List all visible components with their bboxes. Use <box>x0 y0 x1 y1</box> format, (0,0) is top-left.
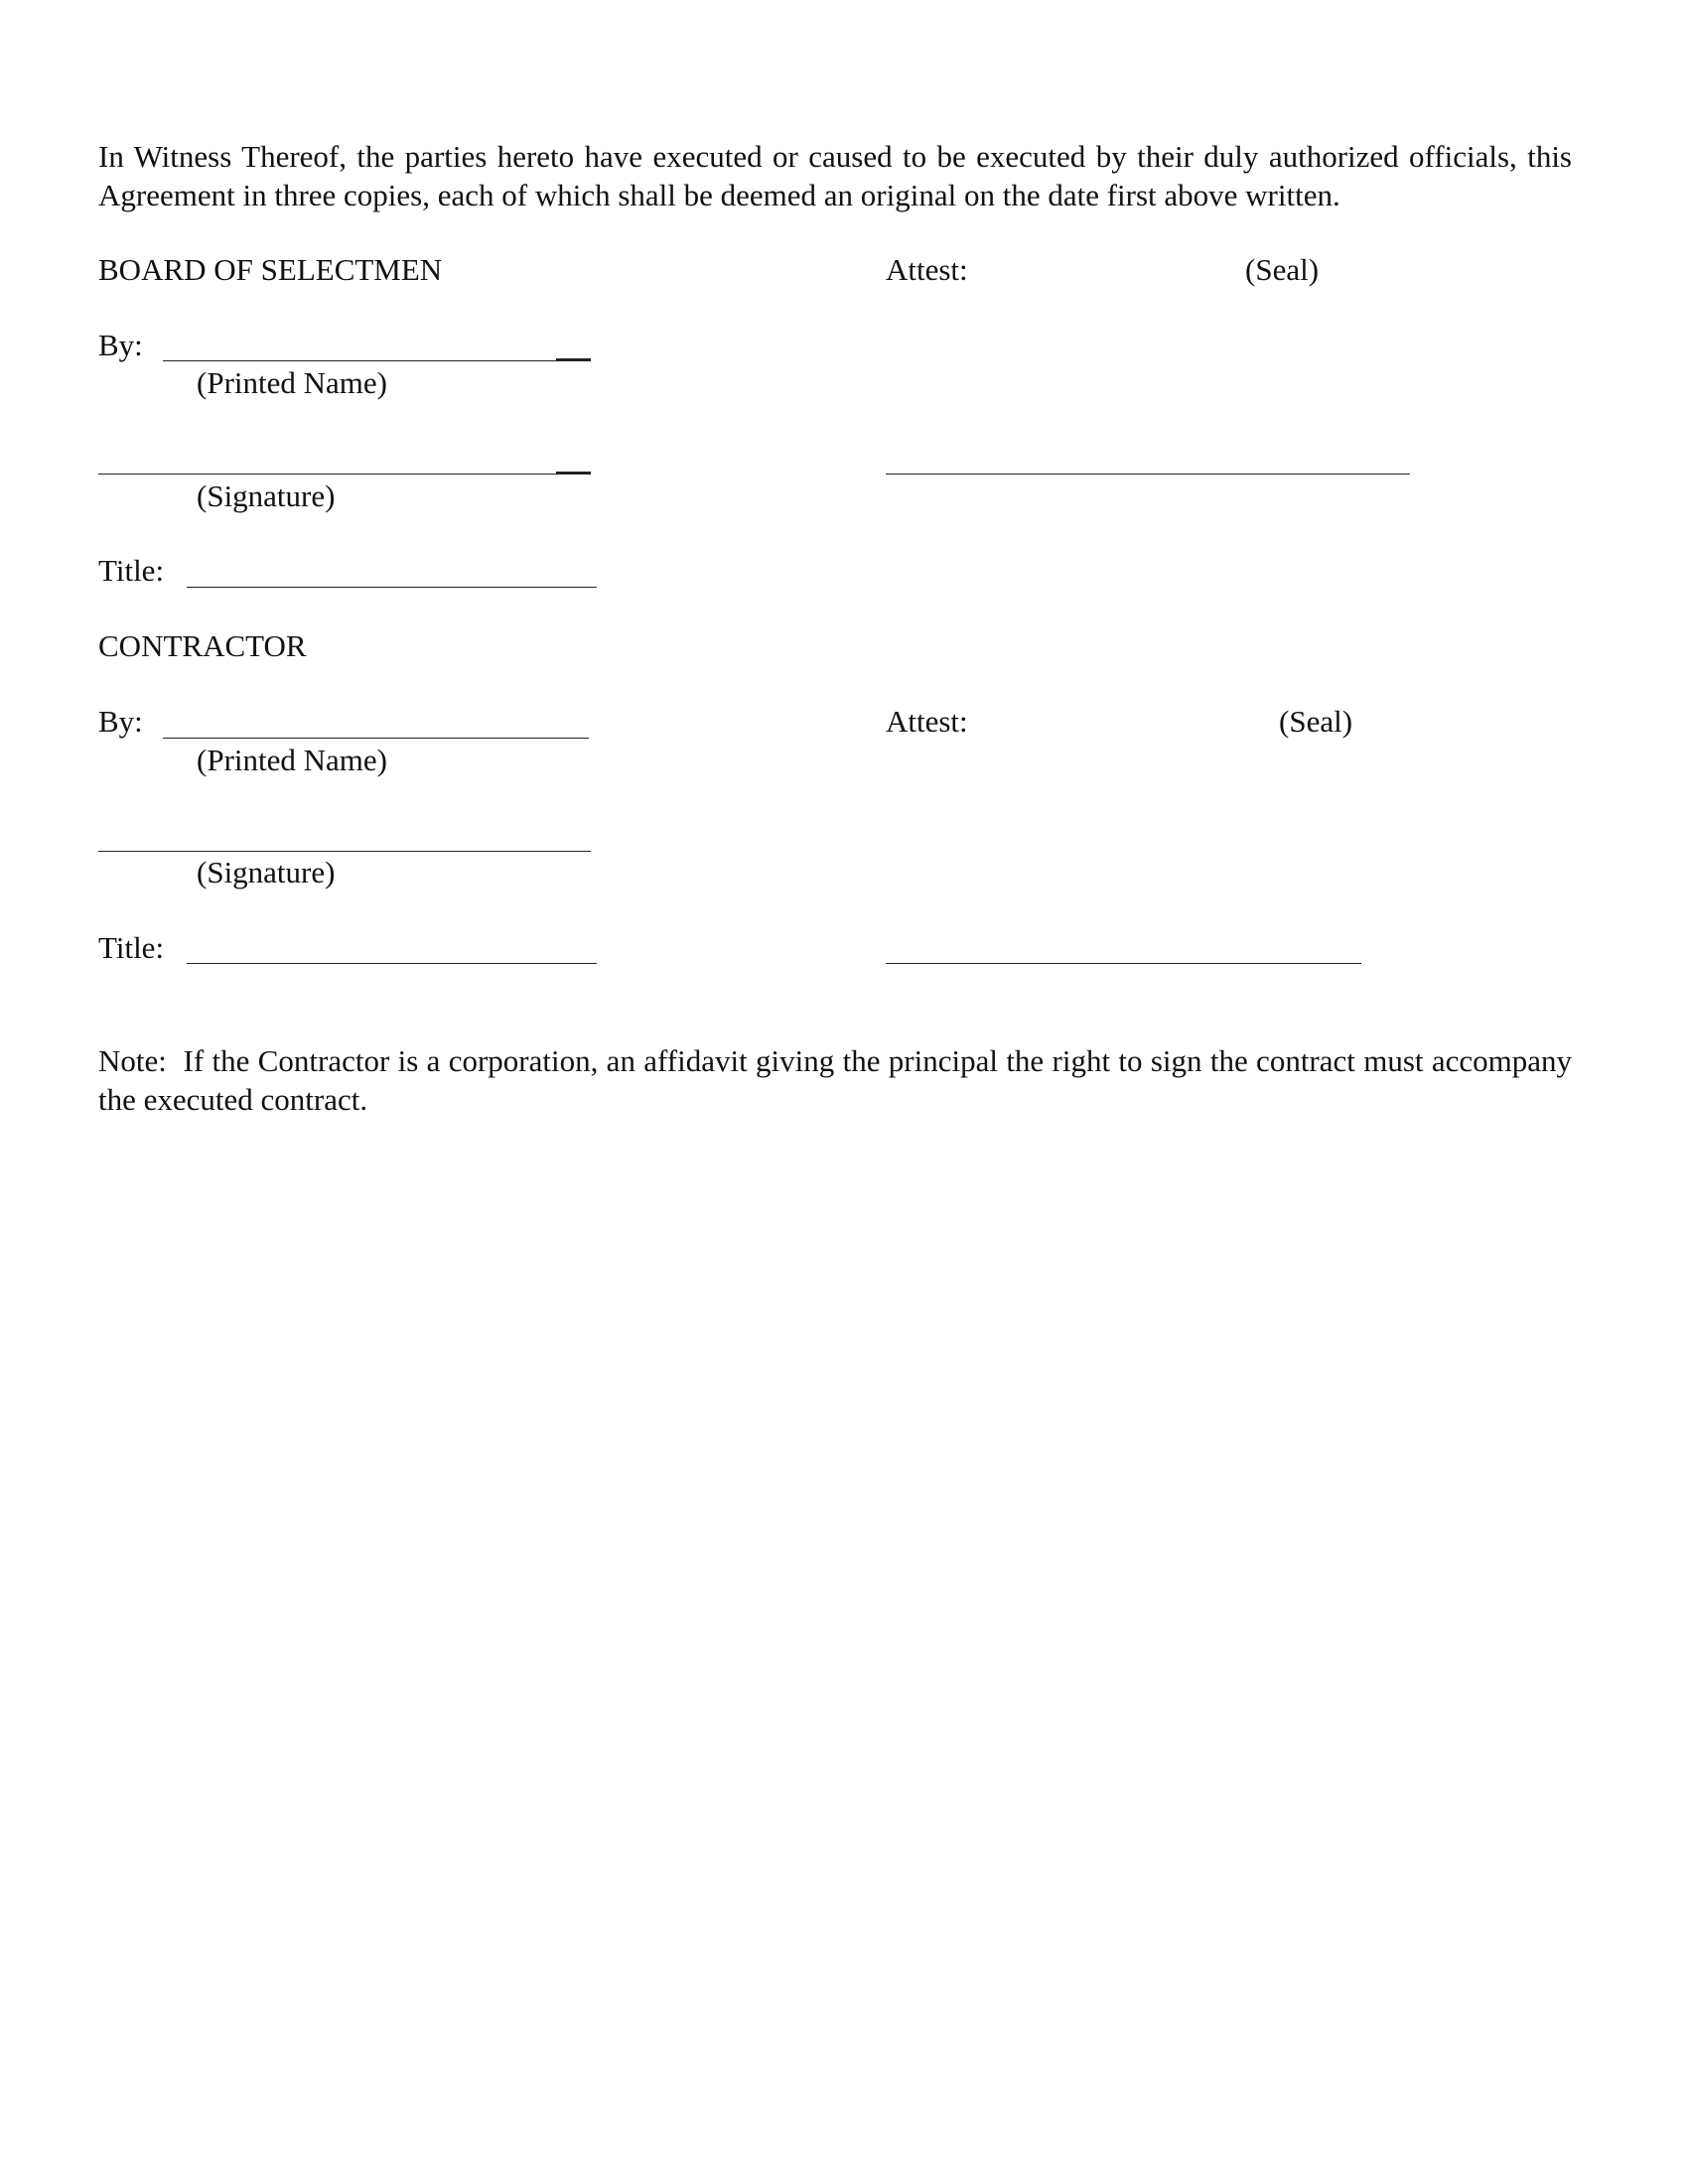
contractor-printed-name-line[interactable] <box>163 738 589 739</box>
board-attest-signature-line[interactable] <box>886 474 1410 475</box>
note-paragraph: Note: If the Contractor is a corporation, an affidavit giving the principal the right to sign the contract must accompany the executed contract. <box>98 1043 1580 1117</box>
contractor-printed-name-caption: (Printed Name) <box>197 743 387 777</box>
contractor-heading: CONTRACTOR <box>98 628 307 663</box>
contractor-signature-line[interactable] <box>98 851 591 852</box>
witness-paragraph: In Witness Thereof, the parties hereto have executed or caused to be executed by their duly authorized officials, this Agreement in three copies, each of which shall be deemed an original on the date first above written. <box>98 139 1572 212</box>
board-heading: BOARD OF SELECTMEN <box>98 252 443 287</box>
contractor-title-label: Title: <box>98 930 165 965</box>
board-printed-name-line-extension <box>556 358 591 361</box>
contractor-title-line[interactable] <box>187 963 597 964</box>
contractor-signature-caption: (Signature) <box>197 855 336 889</box>
contractor-attest-signature-line[interactable] <box>886 963 1361 964</box>
board-printed-name-caption: (Printed Name) <box>197 365 387 400</box>
contractor-attest-label: Attest: <box>886 704 968 739</box>
board-signature-line-extension <box>556 472 591 475</box>
board-title-line[interactable] <box>187 587 597 588</box>
board-printed-name-line[interactable] <box>163 360 556 361</box>
board-signature-caption: (Signature) <box>197 478 336 513</box>
contractor-by-label: By: <box>98 704 143 739</box>
board-attest-label: Attest: <box>886 252 968 287</box>
board-by-label: By: <box>98 328 143 362</box>
board-seal-label: (Seal) <box>1245 252 1320 287</box>
board-signature-line[interactable] <box>98 474 556 475</box>
contractor-seal-label: (Seal) <box>1279 704 1353 739</box>
board-title-label: Title: <box>98 553 165 588</box>
